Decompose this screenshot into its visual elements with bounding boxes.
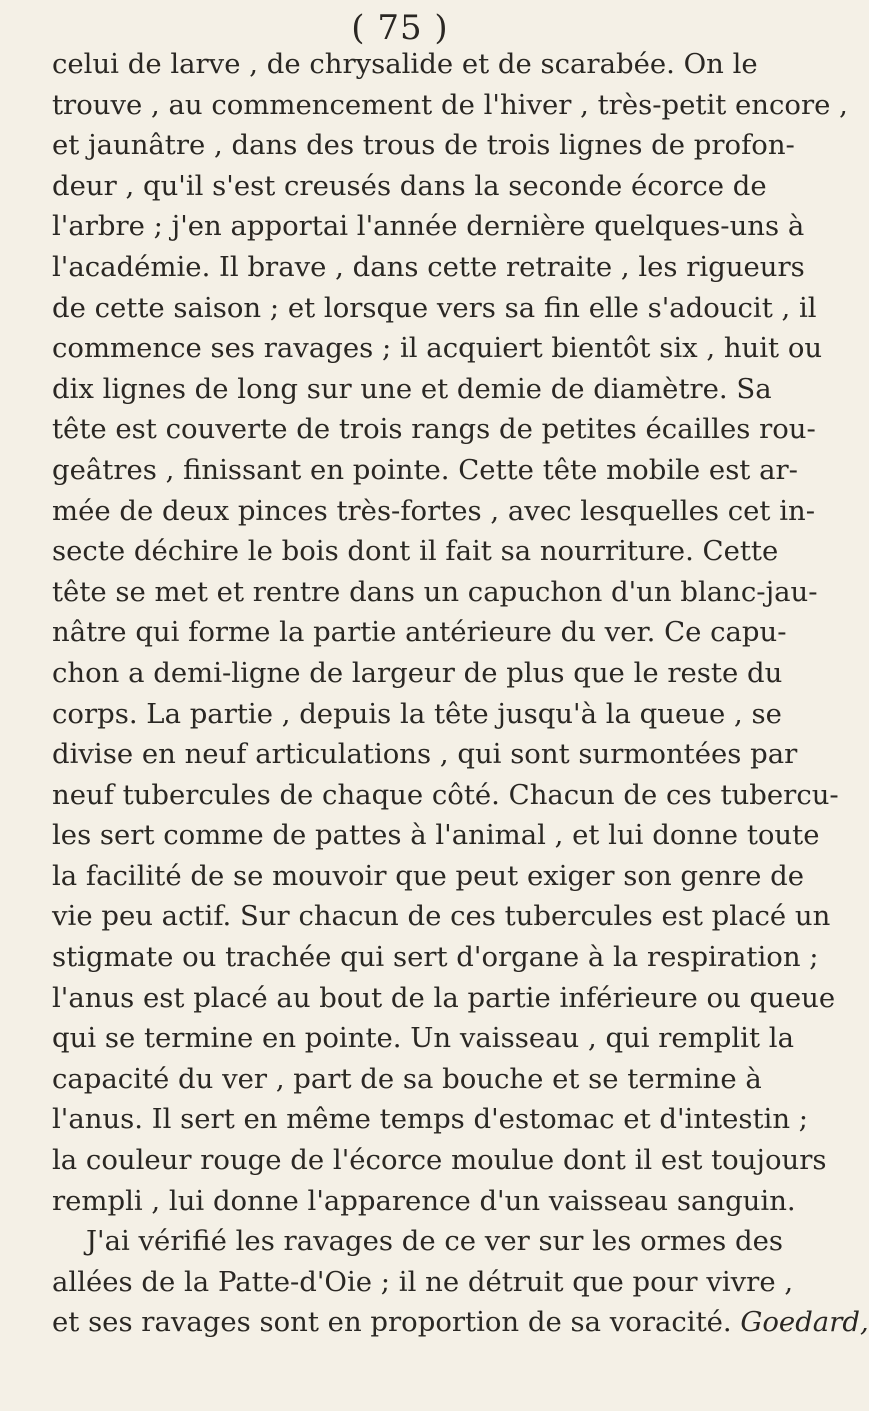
- paragraph-1: [52, 44, 848, 1221]
- text-line: capacité du ver , part de sa bouche et se termine à: [52, 1062, 762, 1095]
- text-line: rempli , lui donne l'apparence d'un vaisseau sanguin.: [52, 1184, 796, 1217]
- text-line: les sert comme de pattes à l'animal , et lui donne toute: [52, 819, 820, 852]
- text-line: commence ses ravages ; il acquiert bientôt six , huit ou: [52, 332, 823, 365]
- text-line: corps. La partie , depuis la tête jusqu'à la queue , se: [52, 697, 782, 730]
- text-line: divise en neuf articulations , qui sont surmontées par: [52, 738, 798, 771]
- text-line: l'anus est placé au bout de la partie inférieure ou queue: [52, 981, 836, 1014]
- text-line: neuf tubercules de chaque côté. Chacun de ces tubercu-: [52, 778, 839, 811]
- text-line: chon a demi-ligne de largeur de plus que le reste du: [52, 656, 783, 689]
- text-line: et jaunâtre , dans des trous de trois lignes de profon-: [52, 129, 795, 162]
- text-line: dix lignes de long sur une et demie de diamètre. Sa: [52, 372, 772, 405]
- text-line: tête se met et rentre dans un capuchon d'un blanc-jau-: [52, 575, 818, 608]
- page-number-header: ( 75 ): [351, 8, 449, 48]
- text-line: allées de la Patte-d'Oie ; il ne détruit que pour vivre ,: [52, 1265, 794, 1298]
- text-line: tête est couverte de trois rangs de petites écailles rou-: [52, 413, 816, 446]
- text-line: deur , qu'il s'est creusés dans la seconde écorce de: [52, 169, 767, 202]
- author-name: Goedard,: [740, 1306, 869, 1339]
- text-line: geâtres , finissant en pointe. Cette tête mobile est ar-: [52, 453, 798, 486]
- text-line: mée de deux pinces très-fortes , avec lesquelles cet in-: [52, 494, 815, 527]
- text-line: trouve , au commencement de l'hiver , très-petit encore ,: [52, 88, 848, 121]
- body-text: [52, 44, 869, 1343]
- text-line: qui se termine en pointe. Un vaisseau , qui remplit la: [52, 1022, 794, 1055]
- text-line: nâtre qui forme la partie antérieure du ver. Ce capu-: [52, 616, 787, 649]
- final-line-text: et ses ravages sont en proportion de sa voracité.: [52, 1306, 732, 1339]
- text-line: l'académie. Il brave , dans cette retraite , les rigueurs: [52, 250, 805, 283]
- paragraph-2: [52, 1221, 794, 1302]
- text-line: l'arbre ; j'en apportai l'année dernière quelques-uns à: [52, 210, 805, 243]
- text-line-final: [52, 1302, 869, 1343]
- text-line: J'ai vérifié les ravages de ce ver sur les ormes des: [86, 1225, 784, 1258]
- text-line: l'anus. Il sert en même temps d'estomac et d'intestin ;: [52, 1103, 809, 1136]
- text-line: vie peu actif. Sur chacun de ces tubercules est placé un: [52, 900, 831, 933]
- text-line: secte déchire le bois dont il fait sa nourriture. Cette: [52, 535, 779, 568]
- text-line: de cette saison ; et lorsque vers sa fin elle s'adoucit , il: [52, 291, 817, 324]
- text-line: la facilité de se mouvoir que peut exiger son genre de: [52, 859, 805, 892]
- text-line: stigmate ou trachée qui sert d'organe à la respiration ;: [52, 941, 819, 974]
- text-line: la couleur rouge de l'écorce moulue dont il est toujours: [52, 1144, 827, 1177]
- text-line: celui de larve , de chrysalide et de scarabée. On le: [52, 48, 758, 80]
